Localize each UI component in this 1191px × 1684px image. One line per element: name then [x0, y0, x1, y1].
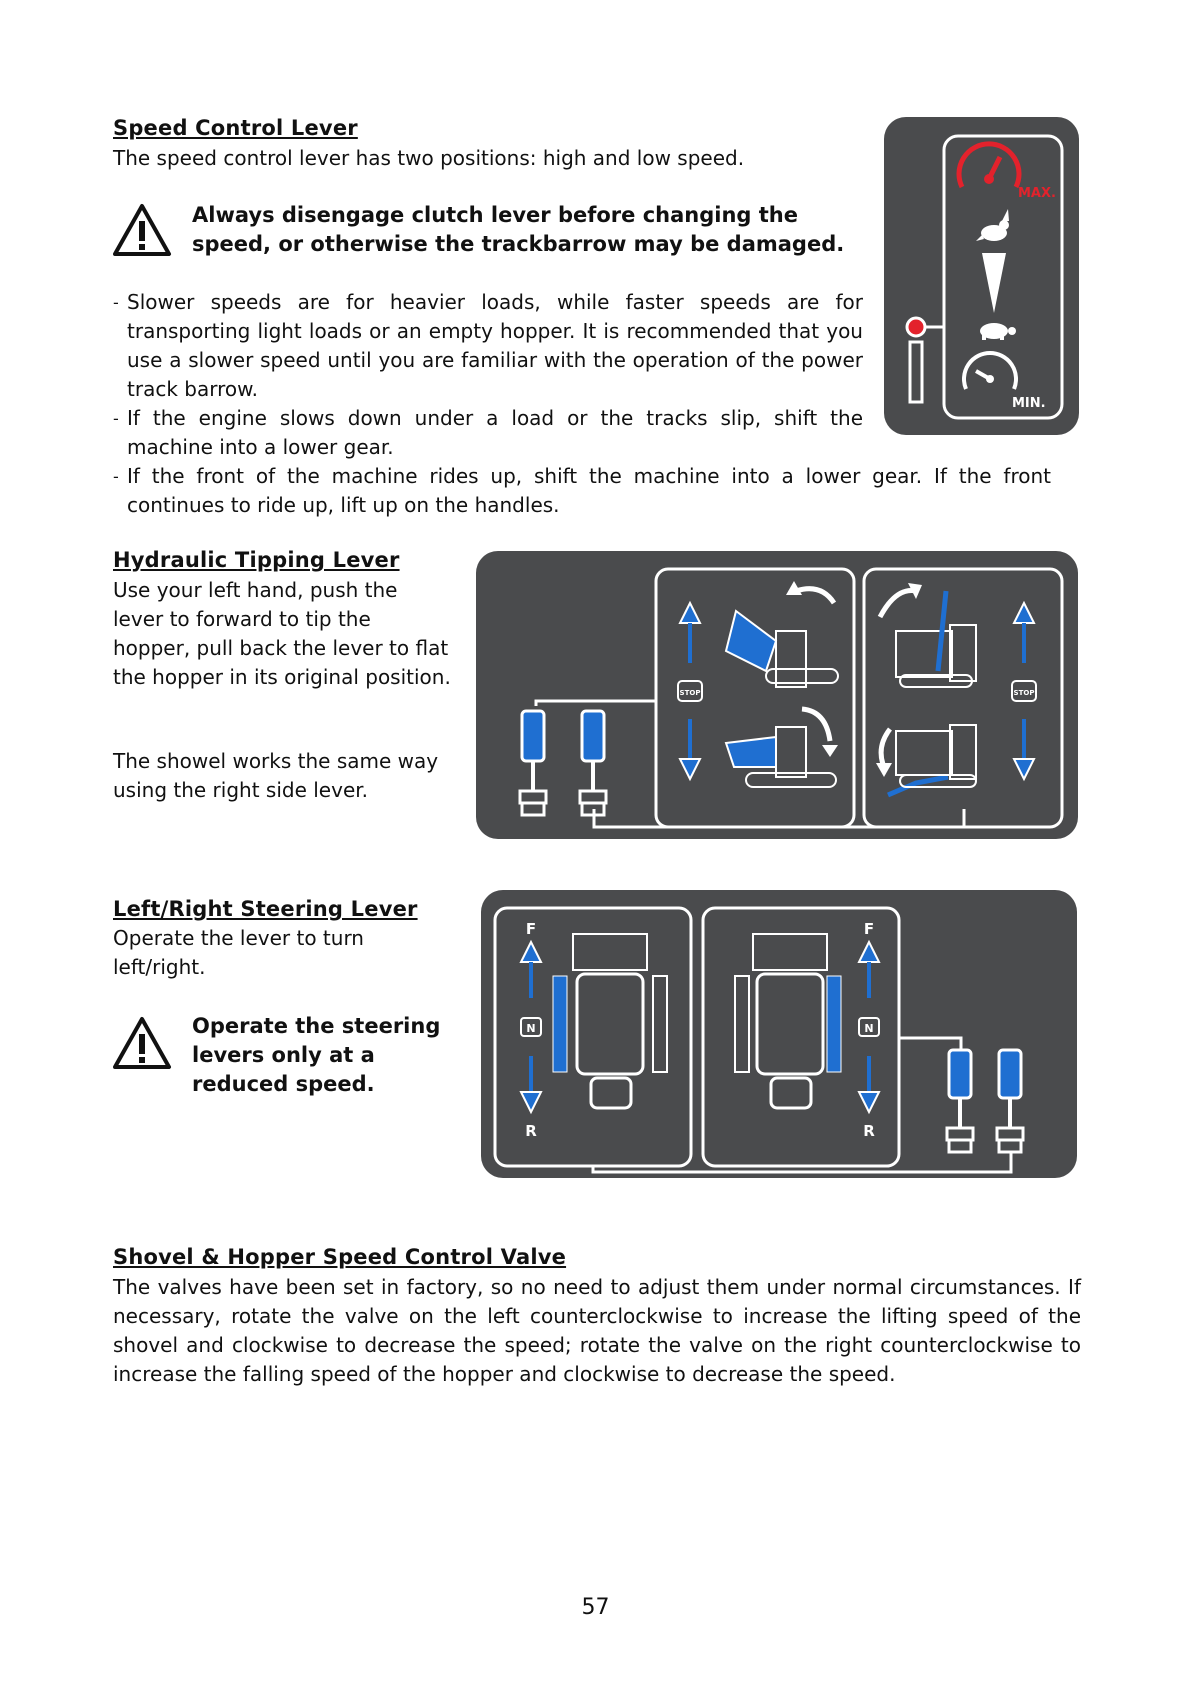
speed-wedge-icon [982, 253, 1006, 313]
shovel-lowering-icon [876, 725, 976, 795]
stop-label-left: STOP [679, 689, 701, 697]
hopper-lowering-icon [726, 709, 838, 787]
high-speed-gauge-icon [959, 144, 1019, 187]
speed-lever-slot-icon [910, 342, 922, 402]
up-arrow-icon [1014, 603, 1034, 663]
speed-warning-line1: Always disengage clutch lever before changing the [192, 203, 798, 227]
steering-heading: Left/Right Steering Lever [113, 897, 418, 921]
hydraulic-tipping-heading: Hydraulic Tipping Lever [113, 548, 400, 572]
page-number: 57 [581, 1595, 610, 1620]
down-arrow-icon [1014, 719, 1034, 779]
warning-icon [112, 203, 172, 257]
left-lever-icon [520, 711, 546, 815]
min-label: MIN. [1012, 396, 1046, 411]
speed-warning-line2: speed, or otherwise the trackbarrow may be damaged. [192, 232, 845, 256]
speed-control-intro: The speed control lever has two positions: high and low speed. [113, 146, 745, 170]
down-arrow-icon [521, 1056, 541, 1112]
list-item: - Slower speeds are for heavier loads, while faster speeds are for transporting light loads or an empty hopper. It is recommended that you use a slower speed until you are familiar with the operation of the power track barrow. [113, 288, 863, 404]
forward-label-left: F [525, 920, 537, 938]
left-steering-lever-icon [947, 1050, 973, 1152]
neutral-label-left: N [526, 1022, 536, 1035]
down-arrow-icon [859, 1056, 879, 1112]
reverse-label-left: R [525, 1122, 537, 1140]
speed-warning [192, 201, 852, 259]
shovel-raising-icon [880, 583, 976, 687]
forward-label-right: F [863, 920, 875, 938]
right-lever-icon [580, 711, 606, 815]
hydraulic-lever-diagram [476, 551, 1078, 839]
lever-knob-icon [907, 318, 925, 336]
hydraulic-tipping-body2: The showel works the same way using the right side lever. [113, 749, 439, 802]
turtle-icon [980, 323, 1016, 340]
rabbit-icon [976, 209, 1009, 241]
warning-icon [112, 1016, 172, 1070]
speed-bullets-top [113, 288, 863, 462]
hydraulic-tipping-body: Use your left hand, push the lever to forward to tip the hopper, pull back the lever to flat the hopper in its original position. [113, 578, 451, 689]
up-arrow-icon [680, 603, 700, 663]
steering-warning: Operate the steering levers only at a reduced speed. [192, 1014, 441, 1096]
hopper-tipping-icon [726, 581, 838, 687]
low-speed-gauge-icon [964, 353, 1016, 389]
right-steering-lever-icon [997, 1050, 1023, 1152]
machine-top-view-icon [735, 934, 841, 1108]
list-item: - If the engine slows down under a load or the tracks slip, shift the machine into a lower gear. [113, 404, 863, 462]
reverse-label-right: R [863, 1122, 875, 1140]
valve-heading: Shovel & Hopper Speed Control Valve [113, 1245, 567, 1269]
machine-top-view-icon [553, 934, 667, 1108]
steering-lever-diagram [481, 890, 1077, 1178]
valve-body: The valves have been set in factory, so no need to adjust them under normal circumstances. If necessary, rotate the valve on the left counterclockwise to increase the lifting speed of the shovel and clockwise to decrease the speed; rotate the valve on the right counterclockwise to increase the falling speed of the hopper and clockwise to decrease the speed. [113, 1275, 1081, 1386]
stop-label-right: STOP [1013, 689, 1035, 697]
up-arrow-icon [859, 942, 879, 998]
down-arrow-icon [680, 719, 700, 779]
speed-bullets-bottom [113, 462, 1051, 520]
speed-control-heading: Speed Control Lever [113, 116, 358, 140]
up-arrow-icon [521, 942, 541, 998]
list-item: - If the front of the machine rides up, shift the machine into a lower gear. If the front continues to ride up, lift up on the handles. [113, 462, 1051, 520]
speed-lever-diagram [884, 117, 1079, 435]
neutral-label-right: N [864, 1022, 874, 1035]
steering-body: Operate the lever to turn left/right. [113, 926, 364, 979]
max-label: MAX. [1018, 186, 1056, 201]
